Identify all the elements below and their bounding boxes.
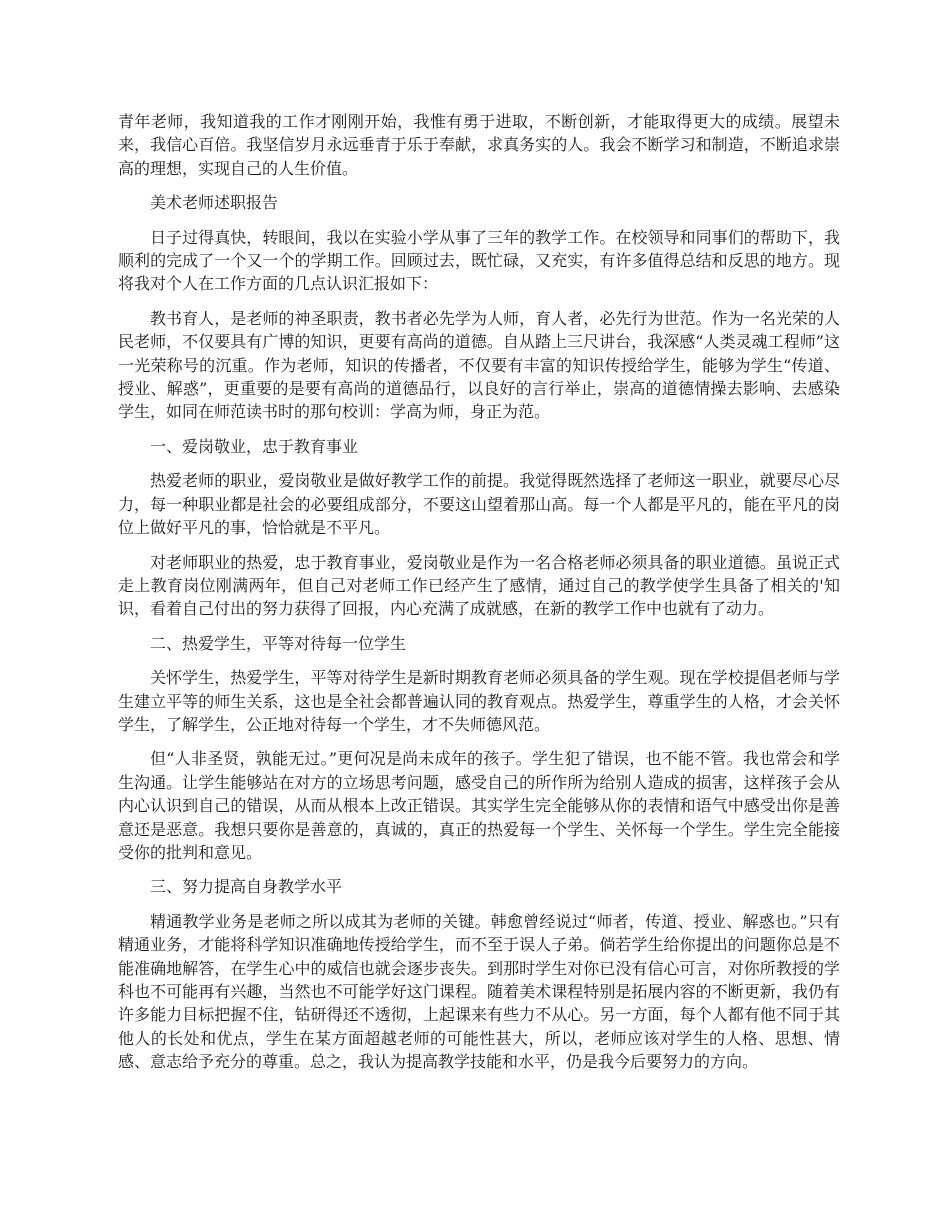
paragraph-teaching-skill: 精通教学业务是老师之所以成其为老师的关键。韩愈曾经说过“师者，传道、授业、解惑也。”只有精通业务，才能将科学知识准确地传授给学生，而不至于误人子弟。倘若学生给你提出的问题你总是不能准确地解答，在学生心中的威信也就会逐步丧失。到那时学生对你已没有信心可言，对你所教授的学科也不可能再有兴趣，当然也不可能学好这门课程。随着美术课程特别是拓展内容的不断更新，我仍有许多能力目标把握不住，钻研得还不透彻，上起课来有些力不从心。另一方面，每个人都有他不同于其他人的长处和优点，学生在某方面超越老师的可能性甚大，所以，老师应该对学生的人格、思想、情感、意志给予充分的尊重。总之，我认为提高教学技能和水平，仍是我今后要努力的方向。 xyxy=(118,911,840,1072)
paragraph-teaching-duty: 教书育人，是老师的神圣职责，教书者必先学为人师，育人者，必先行为世范。作为一名光荣的人民老师，不仅要具有广博的知识，更要有高尚的道德。自从踏上三尺讲台，我深感“人类灵魂工程师”这一光荣称号的沉重。作为老师，知识的传播者，不仅要有丰富的知识传授给学生，能够为学生“传道、授业、解惑”，更重要的是要有高尚的道德品行，以良好的言行举止，崇高的道德情操去影响、去感染学生，如同在师范读书时的那句校训：学高为师，身正为范。 xyxy=(118,308,840,422)
paragraph-mistakes: 但“人非圣贤，孰能无过。”更何况是尚未成年的孩子。学生犯了错误，也不能不管。我也常会和学生沟通。让学生能够站在对方的立场思考问题，感受自己的所作所为给别人造成的损害，这样孩子会从内心认识到自己的错误，从而从根本上改正错误。其实学生完全能够从你的表情和语气中感受出你是善意还是恶意。我想只要你是善意的，真诚的，真正的热爱每一个学生、关怀每一个学生。学生完全能接受你的批判和意见。 xyxy=(118,749,840,862)
paragraph-love-career: 热爱老师的职业，爱岗敬业是做好教学工作的前提。我觉得既然选择了老师这一职业，就要尽心尽力，每一种职业都是社会的必要组成部分，不要这山望着那山高。每一个人都是平凡的，能在平凡的岗位上做好平凡的事，恰恰就是不平凡。 xyxy=(118,471,840,538)
paragraph-intro-continuation: 青年老师，我知道我的工作才刚刚开始，我惟有勇于进取，不断创新，才能取得更大的成绩。展望未来，我信心百倍。我坚信岁月永远垂青于乐于奉献，求真务实的人。我会不断学习和制造，不断追求崇高的理想，实现自己的人生价值。 xyxy=(118,112,840,178)
section-heading-1: 一、爱岗敬业，忠于教育事业 xyxy=(150,436,359,456)
paragraph-opening: 日子过得真快，转眼间，我以在实验小学从事了三年的教学工作。在校领导和同事们的帮助下，我顺利的完成了一个又一个的学期工作。回顾过去，既忙碌，又充实，有许多值得总结和反思的地方。现将我对个人在工作方面的几点认识汇报如下： xyxy=(118,227,840,294)
section-heading-3: 三、努力提高自身教学水平 xyxy=(150,877,343,897)
section-heading-2: 二、热爱学生，平等对待每一位学生 xyxy=(150,633,407,653)
paragraph-care-students: 关怀学生，热爱学生，平等对待学生是新时期教育老师必须具备的学生观。现在学校提倡老师与学生建立平等的师生关系，这也是全社会都普遍认同的教育观点。热爱学生，尊重学生的人格，才会关怀学生，了解学生，公正地对待每一个学生，才不失师德风范。 xyxy=(118,668,840,734)
document-page xyxy=(118,110,840,1085)
report-title: 美术老师述职报告 xyxy=(150,193,279,213)
paragraph-professional-ethics: 对老师职业的热爱，忠于教育事业，爱岗敬业是作为一名合格老师必须具备的职业道德。虽说正式走上教育岗位刚满两年，但自己对老师工作已经产生了感情，通过自己的教学使学生具备了相关的'知识，看着自己付出的努力获得了回报，内心充满了成就感，在新的教学工作中也就有了动力。 xyxy=(118,552,840,619)
